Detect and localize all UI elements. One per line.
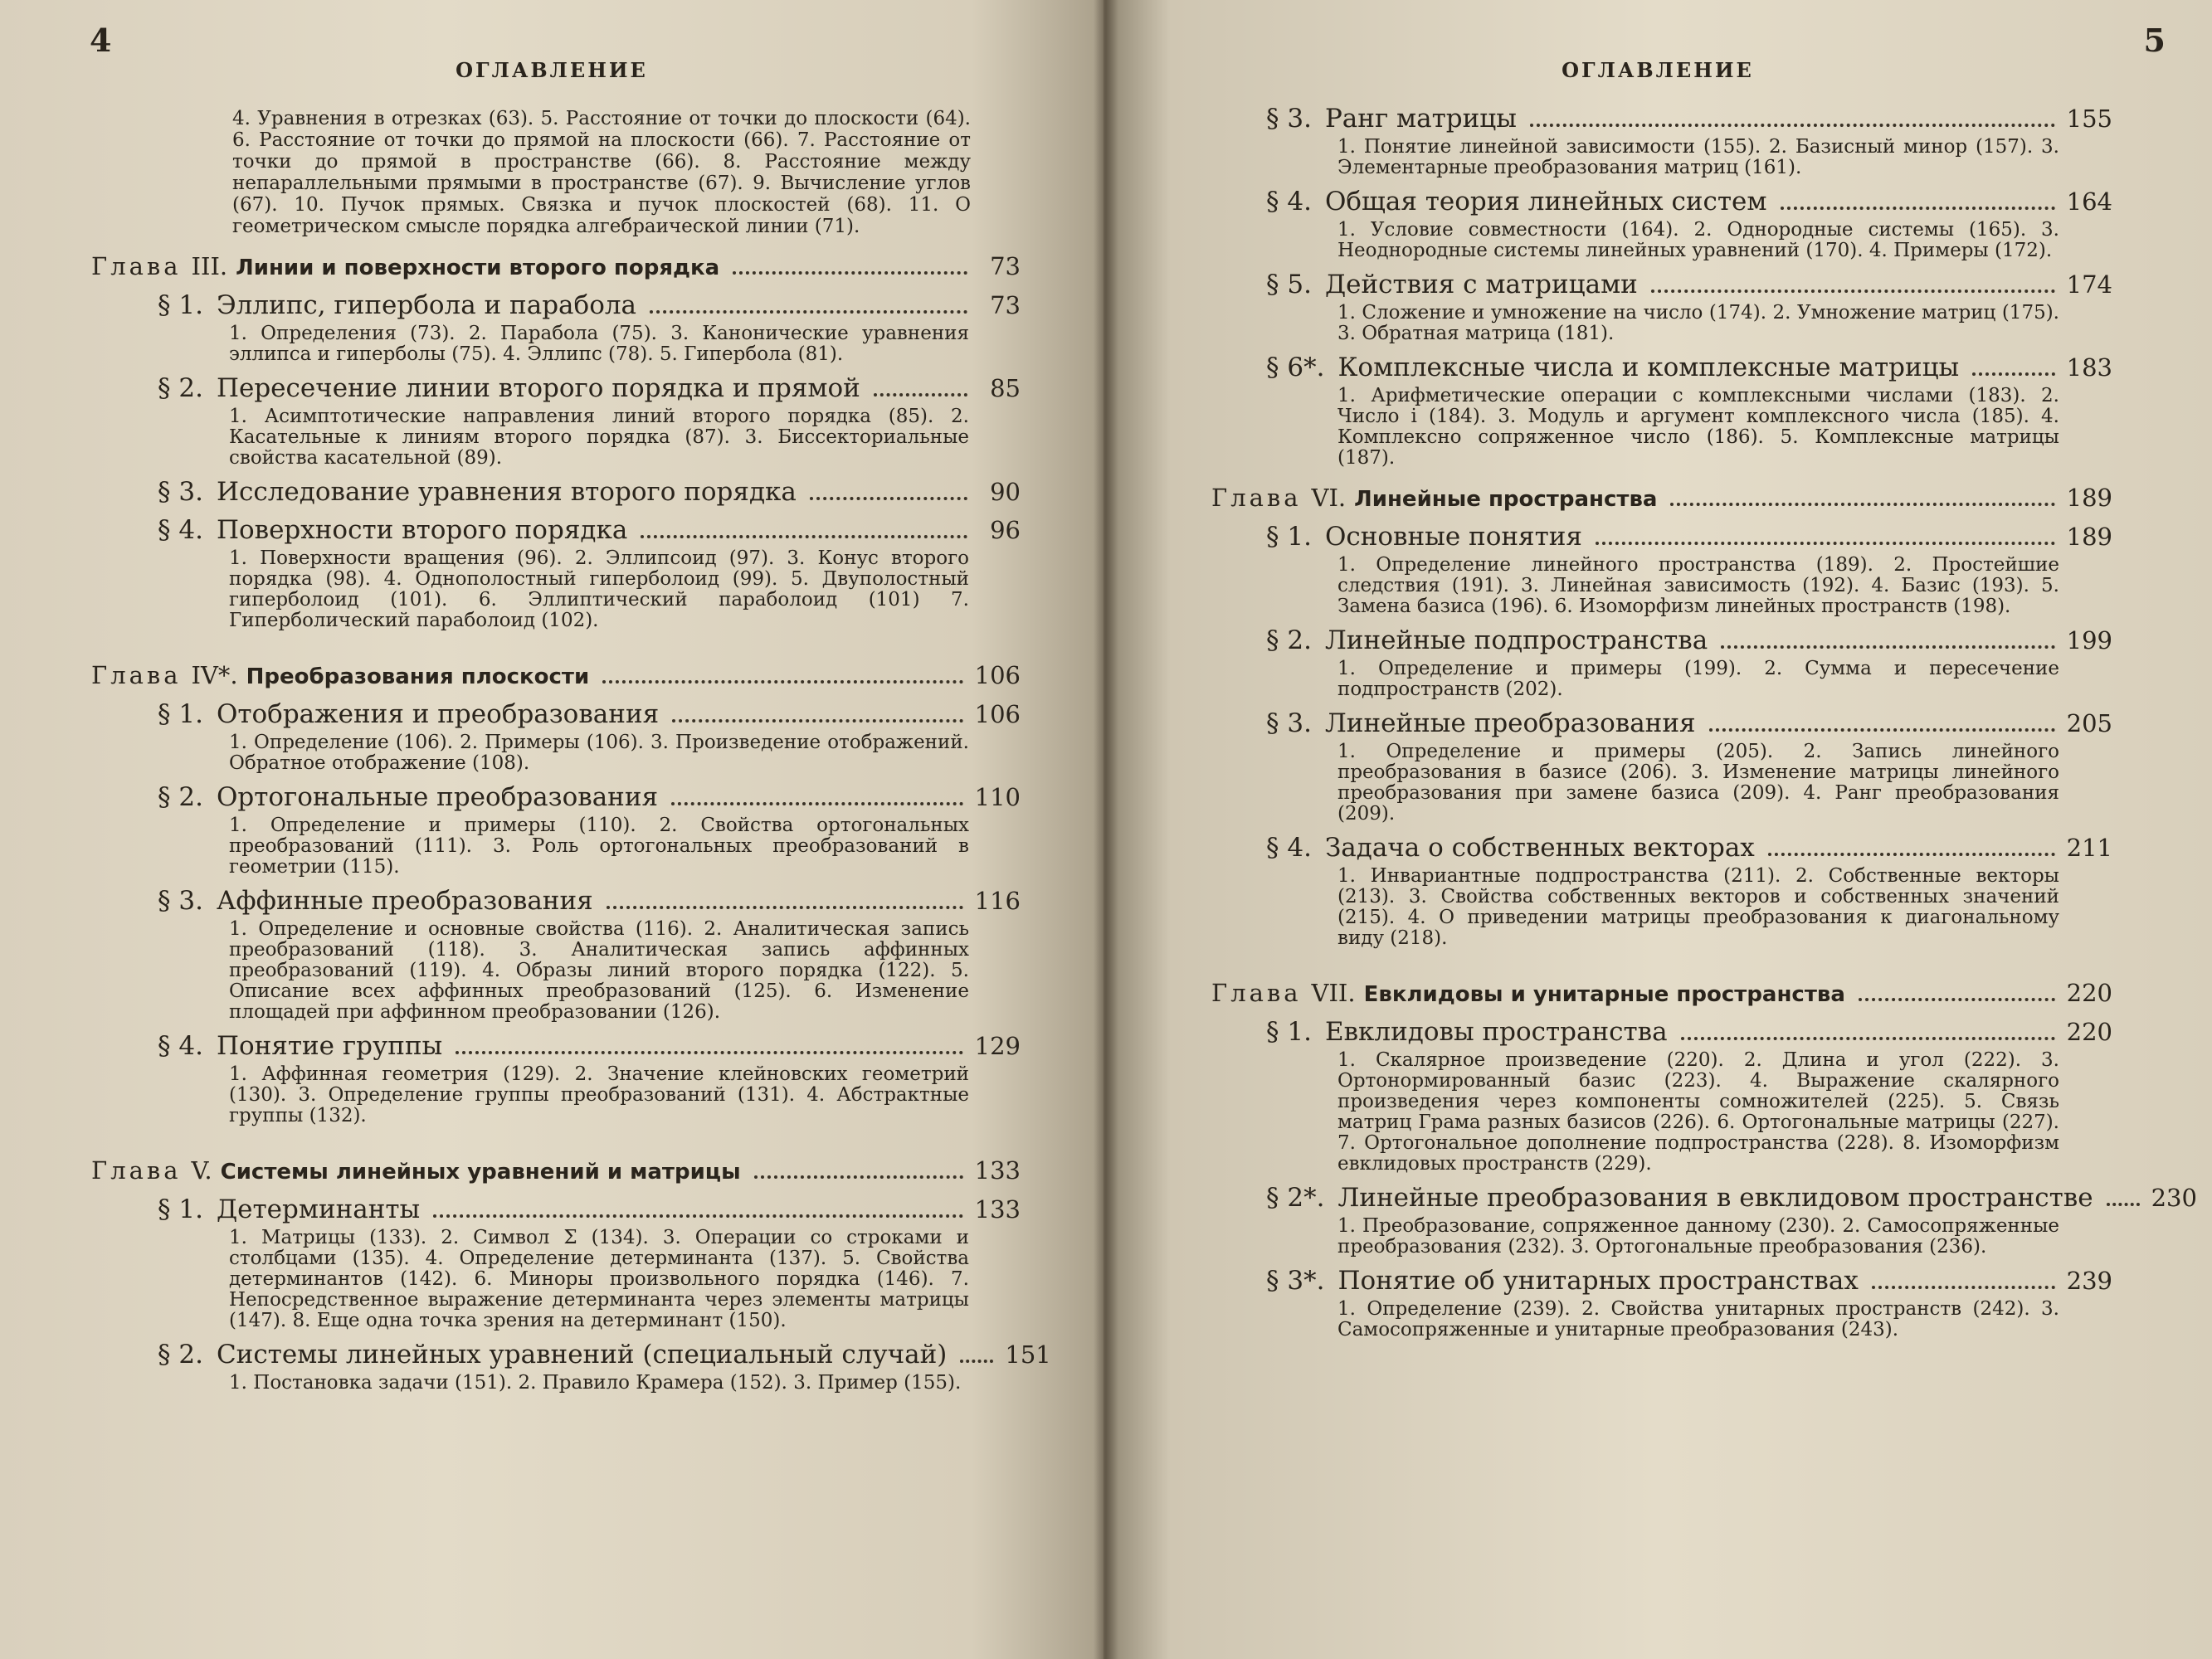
section-page-number: 205	[2066, 709, 2112, 737]
section-page-number: 90	[990, 478, 1021, 506]
toc-section	[158, 373, 1021, 469]
left-running-head: ОГЛАВЛЕНИЕ	[456, 58, 648, 82]
chapter-page-number: 133	[974, 1156, 1021, 1185]
section-page-number: 164	[2066, 187, 2112, 216]
section-page-number: 220	[2066, 1018, 2112, 1046]
section-number: § 2.	[158, 782, 203, 812]
section-number: § 3.	[1266, 708, 1312, 738]
section-page-number: 151	[1005, 1340, 1051, 1369]
section-title: Понятие об унитарных пространствах	[1337, 1266, 1859, 1296]
chapter-page-number: 220	[2066, 979, 2112, 1007]
section-subtopics: 1. Определение и примеры (199). 2. Сумма и пересечение подпространств (202).	[1337, 658, 2059, 700]
section-number: § 3*.	[1266, 1266, 1325, 1296]
chapter-label: Глава	[1211, 484, 1302, 512]
section-page-number: 106	[974, 700, 1021, 728]
section-subtopics: 1. Определение и основные свойства (116). 2. Аналитическая запись преобразований (118). 3. Аналитическая запись аффинных преобразований (119). 4. Образы линий второго порядка (122). 5. Описание всех аффинных преобразований (125). 6. Изменение площадей при аффинном преобразовании (126).	[229, 918, 969, 1023]
section-title: Линейные подпространства	[1324, 625, 1708, 655]
section-heading-line	[158, 477, 1021, 507]
toc-section	[158, 1194, 1021, 1331]
section-number: § 1.	[1266, 1017, 1312, 1047]
section-page-number: 230	[2151, 1184, 2197, 1212]
section-page-number: 133	[974, 1195, 1021, 1224]
toc-section	[158, 477, 1021, 507]
section-title: Аффинные преобразования	[216, 886, 593, 916]
dot-leader	[1972, 372, 2054, 376]
section-title: Системы линейных уравнений (специальный случай)	[216, 1340, 948, 1370]
section-number: § 6*.	[1266, 353, 1325, 382]
dot-leader	[1670, 503, 2054, 506]
section-heading-line	[1266, 625, 2112, 655]
toc-section	[1266, 708, 2112, 825]
section-page-number: 239	[2066, 1267, 2112, 1295]
chapter-title: Линии и поверхности второго порядка	[236, 255, 720, 280]
section-number: § 4.	[158, 1031, 203, 1061]
chapter-number: V.	[191, 1156, 212, 1185]
section-heading-line	[1266, 104, 2112, 134]
toc-section	[1266, 1266, 2112, 1340]
section-subtopics: 1. Аффинная геометрия (129). 2. Значение клейновских геометрий (130). 3. Определение группы преобразований (131). 4. Абстрактные группы (132).	[229, 1063, 969, 1126]
section-page-number: 199	[2066, 626, 2112, 654]
dot-leader	[1781, 207, 2055, 210]
right-continued-sections	[1211, 104, 2112, 469]
left-intro-text: 4. Уравнения в отрезках (63). 5. Расстояние от точки до плоскости (64). 6. Расстояние от точки до прямой на плоскости (66). 7. Расстояние от точки до прямой в пространстве (66). 8. Расстояние между непараллельными прямыми в пространстве (67). 9. Вычисление углов (67). 10. Пучок прямых. Связка и пучок плоскостей (68). 11. О геометрическом смысле порядка алгебраической линии (71).	[232, 108, 971, 237]
section-page-number: 110	[974, 783, 1021, 811]
section-page-number: 129	[974, 1032, 1021, 1060]
dot-leader	[1721, 645, 2054, 649]
section-number: § 5.	[1266, 270, 1312, 299]
section-number: § 1.	[158, 699, 203, 729]
book-gutter	[1094, 0, 1118, 1659]
chapter-number: III.	[191, 252, 228, 280]
section-heading-line	[1266, 1266, 2112, 1296]
section-number: § 3.	[1266, 104, 1312, 134]
section-page-number: 183	[2066, 353, 2112, 382]
right-page-number: 5	[2143, 22, 2166, 59]
section-page-number: 85	[990, 374, 1021, 402]
section-page-number: 211	[2066, 834, 2112, 862]
section-heading-line	[1266, 1183, 2197, 1213]
section-title: Общая теория линейных систем	[1324, 187, 1767, 216]
section-subtopics: 1. Определение линейного пространства (189). 2. Простейшие следствия (191). 3. Линейная зависимость (192). 4. Базис (193). 5. Замена базиса (196). 6. Изоморфизм линейных пространств (198).	[1337, 554, 2059, 617]
section-subtopics: 1. Матрицы (133). 2. Символ Σ (134). 3. Операции со строками и столбцами (135). 4. Определение детерминанта (137). 5. Свойства детерминантов (142). 6. Миноры произвольного порядка (146). 7. Непосредственное выражение детерминанта через элементы матрицы (147). 8. Еще одна точка зрения на детерминант (150).	[229, 1227, 969, 1331]
chapter-heading	[91, 252, 1021, 280]
dot-leader	[672, 719, 962, 722]
chapter-label: Глава	[91, 252, 182, 280]
section-heading-line	[1266, 708, 2112, 738]
section-subtopics: 1. Сложение и умножение на число (174). 2. Умножение матриц (175). 3. Обратная матрица (181).	[1337, 302, 2059, 344]
section-title: Основные понятия	[1324, 522, 1582, 552]
section-subtopics: 1. Определения (73). 2. Парабола (75). 3. Канонические уравнения эллипса и гиперболы (75). 4. Эллипс (78). 5. Гипербола (81).	[229, 323, 969, 365]
dot-leader	[733, 271, 967, 275]
toc-section	[1266, 1017, 2112, 1175]
dot-leader	[2107, 1203, 2140, 1206]
toc-section	[1266, 187, 2112, 261]
section-number: § 3.	[158, 886, 203, 916]
section-page-number: 155	[2066, 105, 2112, 133]
section-number: § 3.	[158, 477, 203, 507]
dot-leader	[607, 906, 963, 909]
section-subtopics: 1. Определение и примеры (110). 2. Свойства ортогональных преобразований (111). 3. Роль ортогональных преобразований в геометрии (115).	[229, 815, 969, 878]
section-subtopics: 1. Преобразование, сопряженное данному (230). 2. Самосопряженные преобразования (232). 3. Ортогональные преобразования (236).	[1337, 1215, 2059, 1258]
dot-leader	[1768, 853, 2055, 856]
chapter-page-number: 106	[974, 661, 1021, 689]
left-page-number: 4	[90, 22, 112, 59]
section-page-number: 116	[974, 887, 1021, 915]
section-page-number: 96	[990, 516, 1021, 544]
dot-leader	[650, 310, 967, 314]
section-title: Отображения и преобразования	[216, 699, 660, 729]
section-subtopics: 1. Скалярное произведение (220). 2. Длина и угол (222). 3. Ортонормированный базис (223). 4. Выражение скалярного произведения через компоненты сомножителей (225). 5. Связь матриц Грама разных базисов (226). 6. Ортогональные матрицы (227). 7. Ортогональное дополнение подпространства (228). 8. Изоморфизм евклидовых пространств (229).	[1337, 1049, 2059, 1175]
right-running-head: ОГЛАВЛЕНИЕ	[1562, 58, 1754, 82]
toc-section	[1266, 270, 2112, 344]
section-subtopics: 1. Арифметические операции с комплексными числами (183). 2. Число i (184). 3. Модуль и аргумент комплексного числа (185). 4. Комплексно сопряженное число (186). 5. Комплексные матрицы (187).	[1337, 385, 2059, 469]
dot-leader	[456, 1051, 962, 1054]
toc-section	[1266, 833, 2112, 949]
dot-leader	[1530, 124, 2055, 127]
toc-section	[158, 782, 1021, 878]
section-heading-line	[158, 1031, 1021, 1061]
section-number: § 4.	[1266, 187, 1312, 216]
toc-section	[158, 1031, 1021, 1126]
chapter-number: VII.	[1311, 979, 1356, 1007]
section-subtopics: 1. Поверхности вращения (96). 2. Эллипсоид (97). 3. Конус второго порядка (98). 4. Однополостный гиперболоид (99). 5. Двуполостный гиперболоид (101). 6. Эллиптический параболоид (101) 7. Гиперболический параболоид (102).	[229, 547, 969, 631]
section-page-number: 174	[2066, 270, 2112, 299]
toc-section	[158, 515, 1021, 631]
dot-leader	[874, 393, 967, 397]
section-number: § 2*.	[1266, 1183, 1325, 1213]
chapter-label: Глава	[1211, 979, 1302, 1007]
section-number: § 4.	[1266, 833, 1312, 863]
section-number: § 1.	[158, 290, 203, 320]
section-heading-line	[158, 515, 1021, 545]
toc-section	[1266, 1183, 2197, 1258]
chapter-heading	[91, 661, 1021, 689]
dot-leader	[1596, 542, 2055, 545]
chapter-number: VI.	[1311, 484, 1347, 512]
section-heading-line	[158, 373, 1021, 403]
toc-section	[1266, 353, 2112, 469]
chapter-title: Преобразования плоскости	[246, 664, 590, 689]
section-title: Действия с матрицами	[1324, 270, 1638, 299]
section-heading-line	[158, 782, 1021, 812]
chapter-label: Глава	[91, 661, 182, 689]
section-subtopics: 1. Инвариантные подпространства (211). 2. Собственные векторы (213). 3. Свойства собственных векторов и собственных значений (215). 4. О приведении матрицы преобразования к диагональному виду (218).	[1337, 865, 2059, 949]
dot-leader	[641, 535, 967, 538]
dot-leader	[1709, 728, 2055, 732]
section-page-number: 189	[2066, 523, 2112, 551]
dot-leader	[1681, 1037, 2055, 1040]
right-page	[1104, 0, 2212, 1659]
chapter-heading	[1211, 484, 2112, 512]
dot-leader	[754, 1175, 963, 1179]
dot-leader	[810, 497, 967, 500]
toc-section	[1266, 625, 2112, 700]
section-heading-line	[1266, 353, 2112, 382]
chapter-title: Линейные пространства	[1354, 487, 1658, 512]
section-number: § 2.	[1266, 625, 1312, 655]
section-title: Ортогональные преобразования	[216, 782, 659, 812]
section-title: Понятие группы	[216, 1031, 443, 1061]
section-title: Комплексные числа и комплексные матрицы	[1337, 353, 1960, 382]
section-heading-line	[158, 1194, 1021, 1224]
section-title: Линейные преобразования в евклидовом пространстве	[1337, 1183, 2093, 1213]
chapter-page-number: 189	[2066, 484, 2112, 512]
chapter-heading	[1211, 979, 2112, 1007]
toc-section	[158, 1340, 1051, 1394]
section-number: § 2.	[158, 373, 203, 403]
section-heading-line	[158, 699, 1021, 729]
section-heading-line	[158, 290, 1021, 320]
section-heading-line	[1266, 833, 2112, 863]
section-title: Пересечение линии второго порядка и прямой	[216, 373, 860, 403]
section-title: Линейные преобразования	[1324, 708, 1696, 738]
section-heading-line	[158, 1340, 1051, 1370]
right-toc	[1211, 484, 2197, 1340]
section-number: § 1.	[158, 1194, 203, 1224]
section-heading-line	[1266, 1017, 2112, 1047]
toc-section	[158, 699, 1021, 774]
section-subtopics: 1. Постановка задачи (151). 2. Правило Крамера (152). 3. Пример (155).	[229, 1372, 962, 1394]
chapter-heading	[91, 1156, 1021, 1185]
section-heading-line	[1266, 187, 2112, 216]
dot-leader	[960, 1360, 993, 1363]
section-title: Эллипс, гипербола и парабола	[216, 290, 637, 320]
section-title: Поверхности второго порядка	[216, 515, 628, 545]
dot-leader	[1651, 289, 2055, 293]
section-subtopics: 1. Определение (239). 2. Свойства унитарных пространств (242). 3. Самосопряженные и унитарные преобразования (243).	[1337, 1298, 2059, 1340]
toc-section	[1266, 104, 2112, 178]
section-number: § 2.	[158, 1340, 203, 1370]
section-number: § 1.	[1266, 522, 1312, 552]
section-title: Исследование уравнения второго порядка	[216, 477, 797, 507]
section-heading-line	[1266, 522, 2112, 552]
section-title: Задача о собственных векторах	[1324, 833, 1755, 863]
chapter-title: Евклидовы и унитарные пространства	[1363, 982, 1845, 1007]
chapter-label: Глава	[91, 1156, 182, 1185]
section-title: Детерминанты	[216, 1194, 421, 1224]
chapter-title: Системы линейных уравнений и матрицы	[220, 1160, 741, 1185]
dot-leader	[1872, 1286, 2055, 1289]
chapter-page-number: 73	[990, 252, 1021, 280]
left-toc	[91, 252, 1051, 1394]
toc-section	[1266, 522, 2112, 617]
section-title: Евклидовы пространства	[1324, 1017, 1668, 1047]
dot-leader	[602, 680, 962, 684]
section-number: § 4.	[158, 515, 203, 545]
dot-leader	[433, 1214, 962, 1218]
section-subtopics: 1. Определение (106). 2. Примеры (106). 3. Произведение отображений. Обратное отображение (108).	[229, 732, 969, 774]
dot-leader	[1859, 998, 2055, 1001]
section-subtopics: 1. Определение и примеры (205). 2. Запись линейного преобразования в базисе (206). 3. Изменение матрицы линейного преобразования при замене базиса (209). 4. Ранг преобразования (209).	[1337, 741, 2059, 825]
section-heading-line	[1266, 270, 2112, 299]
section-page-number: 73	[990, 291, 1021, 319]
toc-section	[158, 290, 1021, 365]
section-title: Ранг матрицы	[1324, 104, 1517, 134]
section-subtopics: 1. Понятие линейной зависимости (155). 2. Базисный минор (157). 3. Элементарные преобразования матриц (161).	[1337, 136, 2059, 178]
toc-section	[158, 886, 1021, 1023]
left-page	[0, 0, 1104, 1659]
section-subtopics: 1. Асимптотические направления линий второго порядка (85). 2. Касательные к линиям второго порядка (87). 3. Биссекториальные свойства касательной (89).	[229, 406, 969, 469]
section-heading-line	[158, 886, 1021, 916]
dot-leader	[671, 802, 963, 805]
section-subtopics: 1. Условие совместности (164). 2. Однородные системы (165). 3. Неоднородные системы линейных уравнений (170). 4. Примеры (172).	[1337, 219, 2059, 261]
chapter-number: IV*.	[191, 661, 238, 689]
